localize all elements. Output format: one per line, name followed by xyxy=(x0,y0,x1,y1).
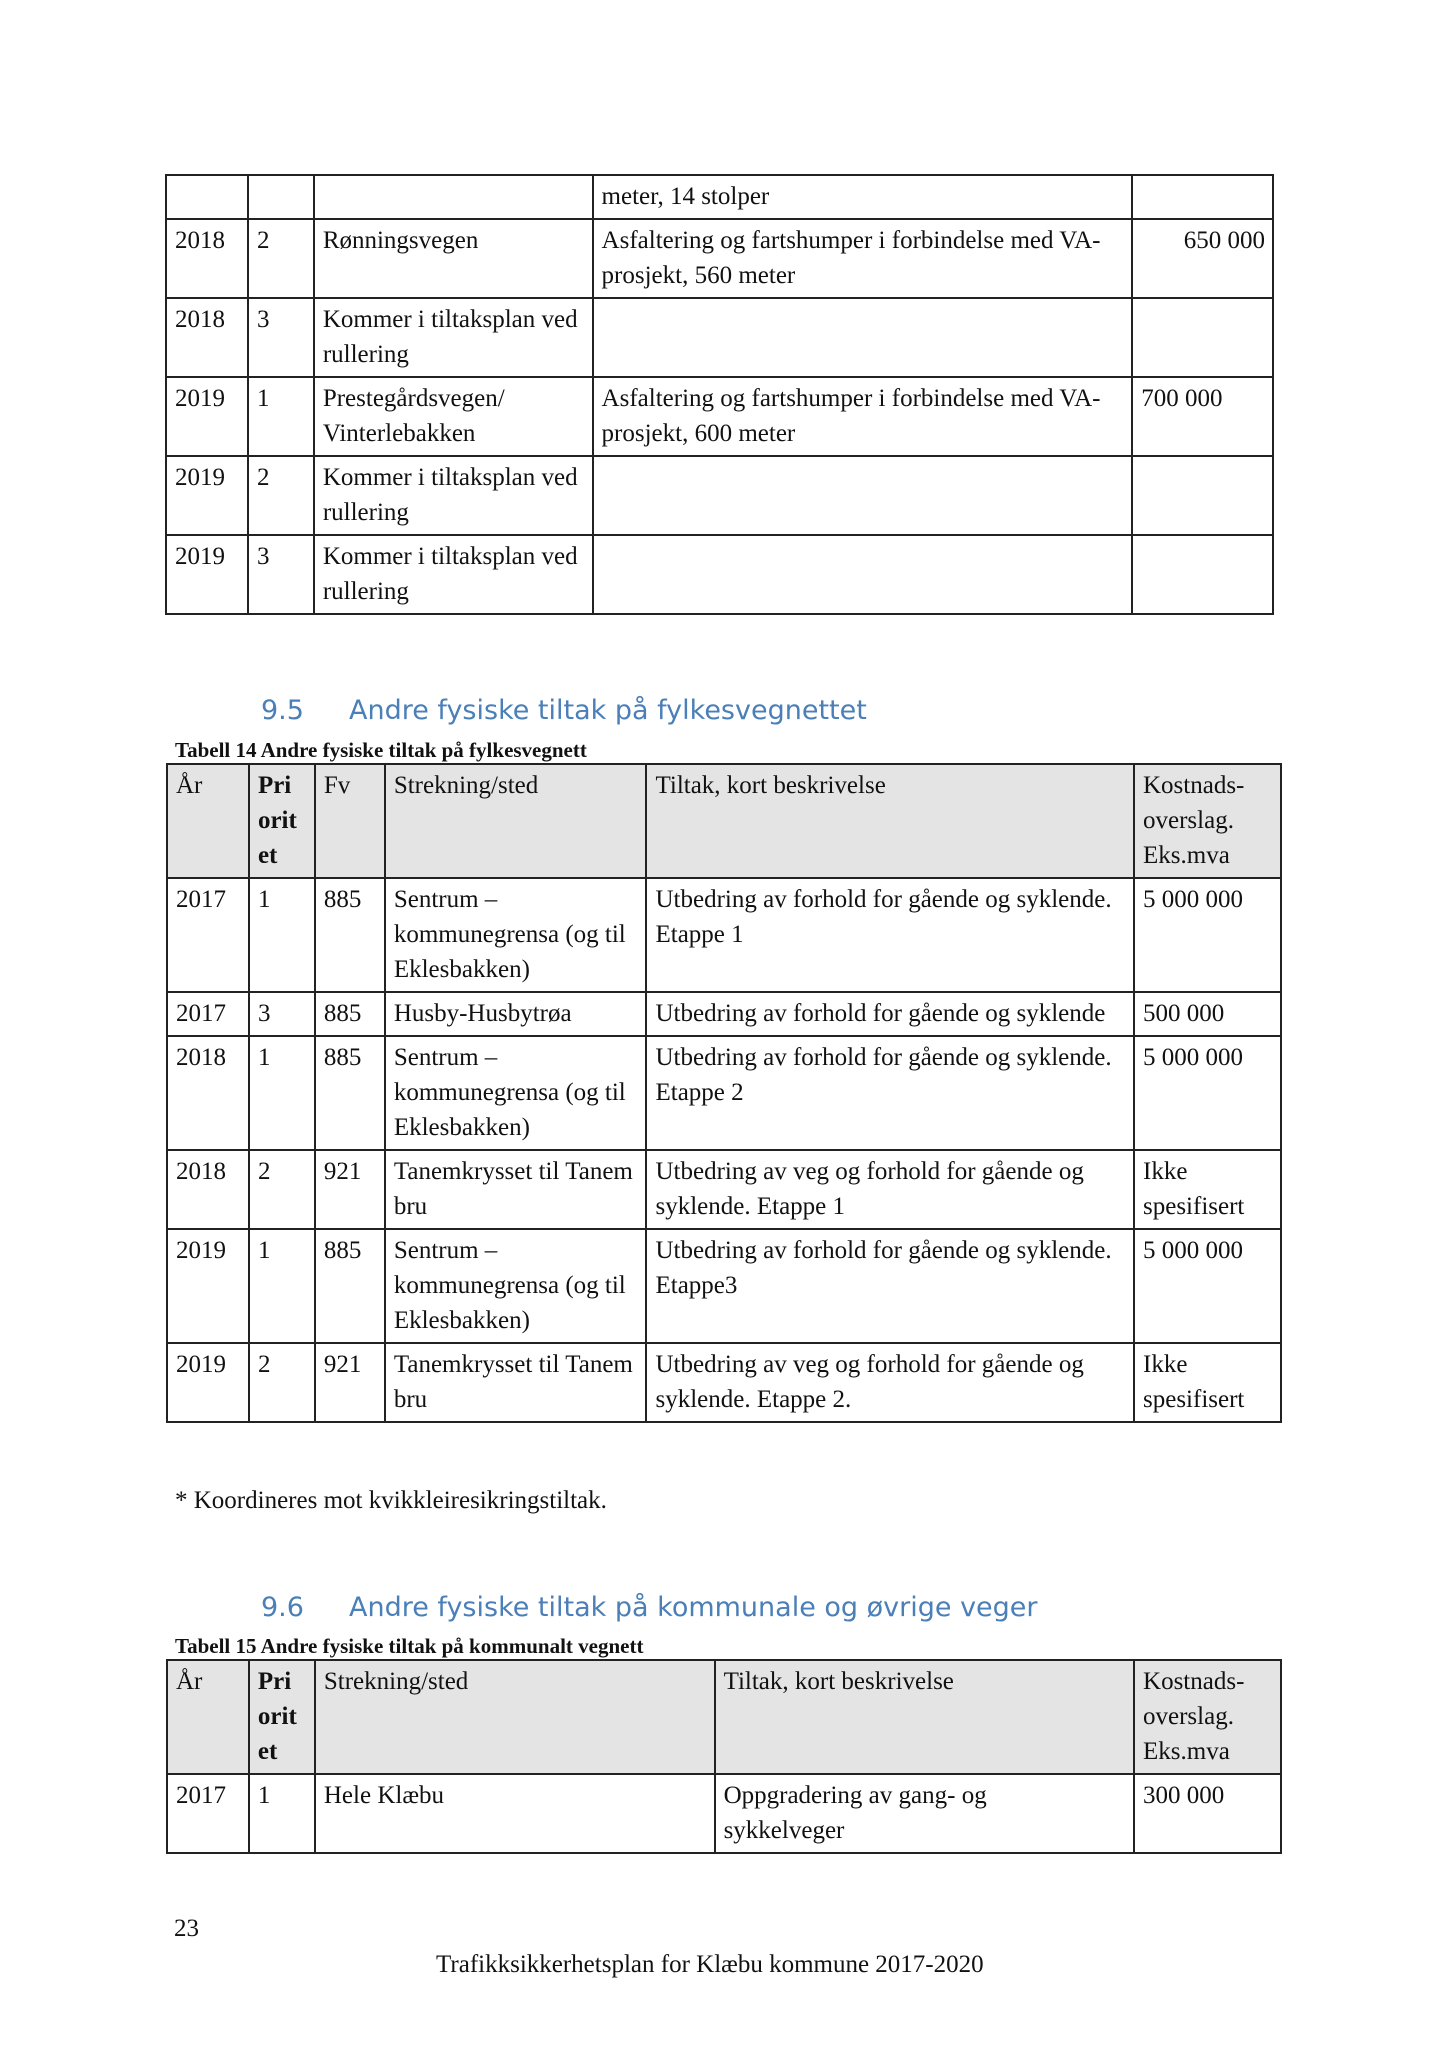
cell-place: Tanemkrysset til Tanem bru xyxy=(385,1150,647,1229)
cell-year: 2019 xyxy=(167,1229,249,1343)
table-header-row xyxy=(167,764,1281,878)
page-footer: Trafikksikkerhetsplan for Klæbu kommune 2017-2020 xyxy=(436,1951,984,1978)
cell-desc xyxy=(593,535,1133,614)
header-prio: Pri orit et xyxy=(249,764,315,878)
cell-place: Hele Klæbu xyxy=(315,1774,715,1853)
table-row xyxy=(167,1774,1281,1853)
cell-prio: 3 xyxy=(249,992,315,1036)
cell-place: Kommer i tiltaksplan ved rullering xyxy=(314,456,593,535)
cell-desc: Utbedring av forhold for gående og syklende. Etappe3 xyxy=(646,1229,1134,1343)
cell-year xyxy=(166,175,248,219)
cell-cost xyxy=(1132,175,1273,219)
cell-fv: 885 xyxy=(315,1036,385,1150)
cell-cost xyxy=(1132,535,1273,614)
table-row xyxy=(166,535,1273,614)
header-place: Strekning/sted xyxy=(315,1660,715,1774)
cell-year: 2017 xyxy=(167,992,249,1036)
cell-prio: 1 xyxy=(249,878,315,992)
cell-prio: 1 xyxy=(249,1036,315,1150)
cell-prio xyxy=(248,175,314,219)
cell-desc: meter, 14 stolper xyxy=(593,175,1133,219)
cell-desc: Utbedring av forhold for gående og syklende. Etappe 1 xyxy=(646,878,1134,992)
cell-prio: 1 xyxy=(249,1774,315,1853)
header-prio: Pri orit et xyxy=(249,1660,315,1774)
cell-cost: 5 000 000 xyxy=(1134,1229,1281,1343)
cell-desc xyxy=(593,456,1133,535)
cell-desc xyxy=(593,298,1133,377)
cell-place: Sentrum – kommunegrensa (og til Eklesbakken) xyxy=(385,1229,647,1343)
header-year: År xyxy=(167,764,249,878)
table-top xyxy=(165,174,1274,615)
cell-cost: 500 000 xyxy=(1134,992,1281,1036)
cell-place: Sentrum – kommunegrensa (og til Eklesbakken) xyxy=(385,878,647,992)
cell-year: 2018 xyxy=(167,1150,249,1229)
cell-cost: 650 000 xyxy=(1132,219,1273,298)
table-row xyxy=(167,1036,1281,1150)
table-caption-14: Tabell 14 Andre fysiske tiltak på fylkesvegnett xyxy=(175,738,587,762)
table-row xyxy=(166,377,1273,456)
cell-desc: Utbedring av forhold for gående og syklende. Etappe 2 xyxy=(646,1036,1134,1150)
table-row xyxy=(166,298,1273,377)
table-row xyxy=(167,878,1281,992)
table-header-row xyxy=(167,1660,1281,1774)
cell-year: 2019 xyxy=(167,1343,249,1422)
cell-fv: 885 xyxy=(315,992,385,1036)
cell-year: 2018 xyxy=(167,1036,249,1150)
table-caption-15: Tabell 15 Andre fysiske tiltak på kommunalt vegnett xyxy=(175,1634,644,1658)
cell-prio: 3 xyxy=(248,535,314,614)
header-cost: Kostnads- overslag. Eks.mva xyxy=(1134,764,1281,878)
cell-cost: Ikke spesifisert xyxy=(1134,1343,1281,1422)
cell-year: 2017 xyxy=(167,1774,249,1853)
cell-place xyxy=(314,175,593,219)
cell-desc: Oppgradering av gang- og sykkelveger xyxy=(715,1774,1134,1853)
section-number: 9.5 xyxy=(261,695,304,726)
cell-cost: 700 000 xyxy=(1132,377,1273,456)
section-heading-9-5 xyxy=(261,695,1161,735)
table-14 xyxy=(166,763,1282,1423)
table-row xyxy=(167,1229,1281,1343)
cell-place: Kommer i tiltaksplan ved rullering xyxy=(314,298,593,377)
cell-cost: Ikke spesifisert xyxy=(1134,1150,1281,1229)
cell-place: Tanemkrysset til Tanem bru xyxy=(385,1343,647,1422)
header-desc: Tiltak, kort beskrivelse xyxy=(646,764,1134,878)
header-cost: Kostnads- overslag. Eks.mva xyxy=(1134,1660,1281,1774)
table-row xyxy=(166,219,1273,298)
header-desc: Tiltak, kort beskrivelse xyxy=(715,1660,1134,1774)
cell-fv: 885 xyxy=(315,1229,385,1343)
cell-fv: 885 xyxy=(315,878,385,992)
cell-prio: 1 xyxy=(248,377,314,456)
cell-prio: 2 xyxy=(249,1150,315,1229)
cell-year: 2018 xyxy=(166,219,248,298)
table-15 xyxy=(166,1659,1282,1854)
header-place: Strekning/sted xyxy=(385,764,647,878)
cell-year: 2019 xyxy=(166,535,248,614)
table-row xyxy=(166,175,1273,219)
header-year: År xyxy=(167,1660,249,1774)
cell-cost: 5 000 000 xyxy=(1134,878,1281,992)
section-heading-9-6 xyxy=(261,1592,1161,1632)
section-title: Andre fysiske tiltak på fylkesvegnettet xyxy=(349,695,867,726)
cell-place: Rønningsvegen xyxy=(314,219,593,298)
cell-fv: 921 xyxy=(315,1343,385,1422)
cell-cost xyxy=(1132,456,1273,535)
cell-place: Sentrum – kommunegrensa (og til Eklesbakken) xyxy=(385,1036,647,1150)
table-row xyxy=(167,1343,1281,1422)
cell-prio: 2 xyxy=(248,219,314,298)
table-note: * Koordineres mot kvikkleiresikringstiltak. xyxy=(175,1487,607,1514)
cell-place: Kommer i tiltaksplan ved rullering xyxy=(314,535,593,614)
table-row xyxy=(166,456,1273,535)
cell-desc: Utbedring av veg og forhold for gående og syklende. Etappe 1 xyxy=(646,1150,1134,1229)
cell-desc: Utbedring av veg og forhold for gående og syklende. Etappe 2. xyxy=(646,1343,1134,1422)
cell-place: Husby-Husbytrøa xyxy=(385,992,647,1036)
cell-place: Prestegårdsvegen/ Vinterlebakken xyxy=(314,377,593,456)
cell-year: 2018 xyxy=(166,298,248,377)
cell-prio: 3 xyxy=(248,298,314,377)
cell-cost: 5 000 000 xyxy=(1134,1036,1281,1150)
cell-fv: 921 xyxy=(315,1150,385,1229)
cell-desc: Asfaltering og fartshumper i forbindelse med VA-prosjekt, 560 meter xyxy=(593,219,1133,298)
cell-cost: 300 000 xyxy=(1134,1774,1281,1853)
cell-year: 2019 xyxy=(166,456,248,535)
section-number: 9.6 xyxy=(261,1592,304,1623)
table-row xyxy=(167,1150,1281,1229)
cell-desc: Utbedring av forhold for gående og syklende xyxy=(646,992,1134,1036)
cell-year: 2019 xyxy=(166,377,248,456)
cell-prio: 2 xyxy=(248,456,314,535)
cell-cost xyxy=(1132,298,1273,377)
table-row xyxy=(167,992,1281,1036)
header-fv: Fv xyxy=(315,764,385,878)
cell-prio: 1 xyxy=(249,1229,315,1343)
cell-year: 2017 xyxy=(167,878,249,992)
cell-desc: Asfaltering og fartshumper i forbindelse med VA-prosjekt, 600 meter xyxy=(593,377,1133,456)
page-number: 23 xyxy=(174,1915,199,1942)
section-title: Andre fysiske tiltak på kommunale og øvrige veger xyxy=(349,1592,1038,1623)
cell-prio: 2 xyxy=(249,1343,315,1422)
